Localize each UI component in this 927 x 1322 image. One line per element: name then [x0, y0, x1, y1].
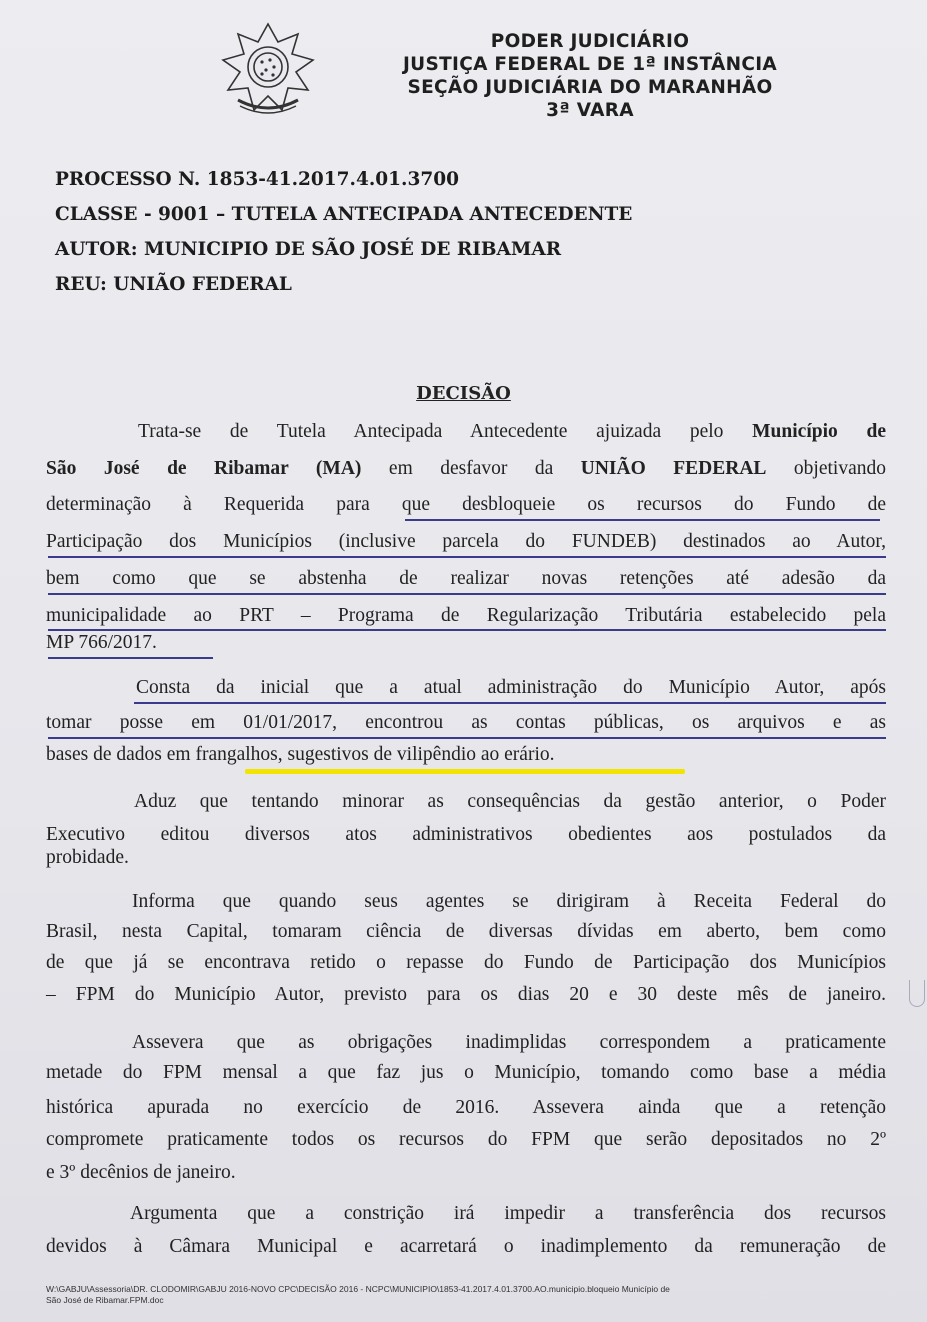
ink-underline	[48, 593, 886, 595]
paragraph-5-line-2: metade do FPM mensal a que faz jus o Município, tomando como base a média	[46, 1062, 886, 1083]
case-class: CLASSE - 9001 – TUTELA ANTECIPADA ANTECEDENTE	[55, 204, 633, 225]
p1-uniao-bold: UNIÃO FEDERAL	[580, 458, 767, 479]
ink-underline	[48, 737, 886, 739]
paragraph-5-line-1: Assevera que as obrigações inadimplidas correspondem a praticamente	[132, 1032, 886, 1053]
paragraph-3-line-2: Executivo editou diversos atos administrativos obedientes aos postulados da	[46, 824, 886, 845]
paragraph-1-line-5: bem como que se abstenha de realizar novas retenções até adesão da	[46, 568, 886, 589]
header-line-3: SEÇÃO JUDICIÁRIA DO MARANHÃO	[407, 77, 773, 98]
ink-underline	[48, 556, 886, 558]
ink-underline	[405, 519, 880, 521]
paragraph-1-line-1	[46, 419, 886, 445]
decision-title-text: DECISÃO	[416, 383, 511, 404]
paragraph-5-line-5: e 3º decênios de janeiro.	[46, 1162, 236, 1183]
header-line-4: 3ª VARA	[546, 100, 634, 121]
footer-filename: São José de Ribamar.FPM.doc	[46, 1295, 164, 1305]
paragraph-4-line-4: – FPM do Município Autor, previsto para os dias 20 e 30 deste mês de janeiro.	[46, 984, 886, 1005]
paragraph-2-line-3: bases de dados em frangalhos, sugestivos de vilipêndio ao erário.	[46, 744, 555, 765]
paragraph-1-line-6: municipalidade ao PRT – Programa de Regularização Tributária estabelecido pela	[46, 605, 886, 626]
paragraph-4-line-1: Informa que quando seus agentes se dirigiram à Receita Federal do	[132, 891, 886, 912]
p1-city-bold: São José de Ribamar (MA)	[46, 458, 362, 479]
paragraph-2-line-2: tomar posse em 01/01/2017, encontrou as contas públicas, os arquivos e as	[46, 712, 886, 733]
case-number: PROCESSO N. 1853-41.2017.4.01.3700	[55, 169, 459, 190]
paragraph-1-line-2	[46, 456, 886, 482]
case-defendant: REU: UNIÃO FEDERAL	[55, 274, 292, 295]
paragraph-4-line-2: Brasil, nesta Capital, tomaram ciência de diversas dívidas em aberto, bem como	[46, 921, 886, 942]
decision-title	[0, 383, 927, 404]
case-metadata	[55, 162, 875, 302]
margin-pen-mark	[909, 980, 925, 1007]
paragraph-2-line-1: Consta da inicial que a atual administração do Município Autor, após	[136, 677, 886, 698]
ink-underline	[48, 657, 213, 659]
p1-text-a: Trata-se de Tutela Antecipada Antecedente ajuizada pelo	[138, 421, 753, 442]
yellow-highlight-mark	[245, 769, 685, 774]
case-plaintiff: AUTOR: MUNICIPIO DE SÃO JOSÉ DE RIBAMAR	[55, 239, 562, 260]
paragraph-4-line-3: de que já se encontrava retido o repasse do Fundo de Participação dos Municípios	[46, 952, 886, 973]
ink-underline	[134, 702, 886, 704]
paragraph-5-line-3: histórica apurada no exercício de 2016. Assevera ainda que a retenção	[46, 1097, 886, 1118]
p1-text-b: em desfavor da	[361, 458, 581, 479]
court-header	[390, 30, 790, 122]
paragraph-1-line-4: Participação dos Municípios (inclusive parcela do FUNDEB) destinados ao Autor,	[46, 531, 886, 552]
p1-municipio-bold: Município de	[752, 421, 886, 442]
header-line-2: JUSTIÇA FEDERAL DE 1ª INSTÂNCIA	[402, 54, 778, 75]
p1-text-c: objetivando	[766, 458, 886, 479]
paragraph-1-line-3: determinação à Requerida para que desbloqueie os recursos do Fundo de	[46, 494, 886, 515]
paragraph-6-line-1: Argumenta que a constrição irá impedir a transferência dos recursos	[130, 1203, 886, 1224]
paragraph-6-line-2: devidos à Câmara Municipal e acarretará o inadimplemento da remuneração de	[46, 1236, 886, 1257]
paragraph-3-line-1: Aduz que tentando minorar as consequências da gestão anterior, o Poder	[134, 791, 886, 812]
footer-path: W:\GABJU\Assessoria\DR. CLODOMIR\GABJU 2016-NOVO CPC\DECISÃO 2016 - NCPC\MUNICIPIO\1853-41.2017.4.01.3700.AO.municipio.bloqueio Município de	[46, 1284, 670, 1294]
paragraph-3-line-3: probidade.	[46, 847, 129, 868]
paragraph-5-line-4: compromete praticamente todos os recursos do FPM que serão depositados no 2º	[46, 1129, 886, 1150]
coat-of-arms-seal	[218, 20, 318, 120]
header-line-1: PODER JUDICIÁRIO	[490, 31, 690, 52]
file-path-footer	[46, 1284, 886, 1306]
paragraph-1-line-7: MP 766/2017.	[46, 632, 157, 653]
ink-underline	[48, 629, 886, 631]
